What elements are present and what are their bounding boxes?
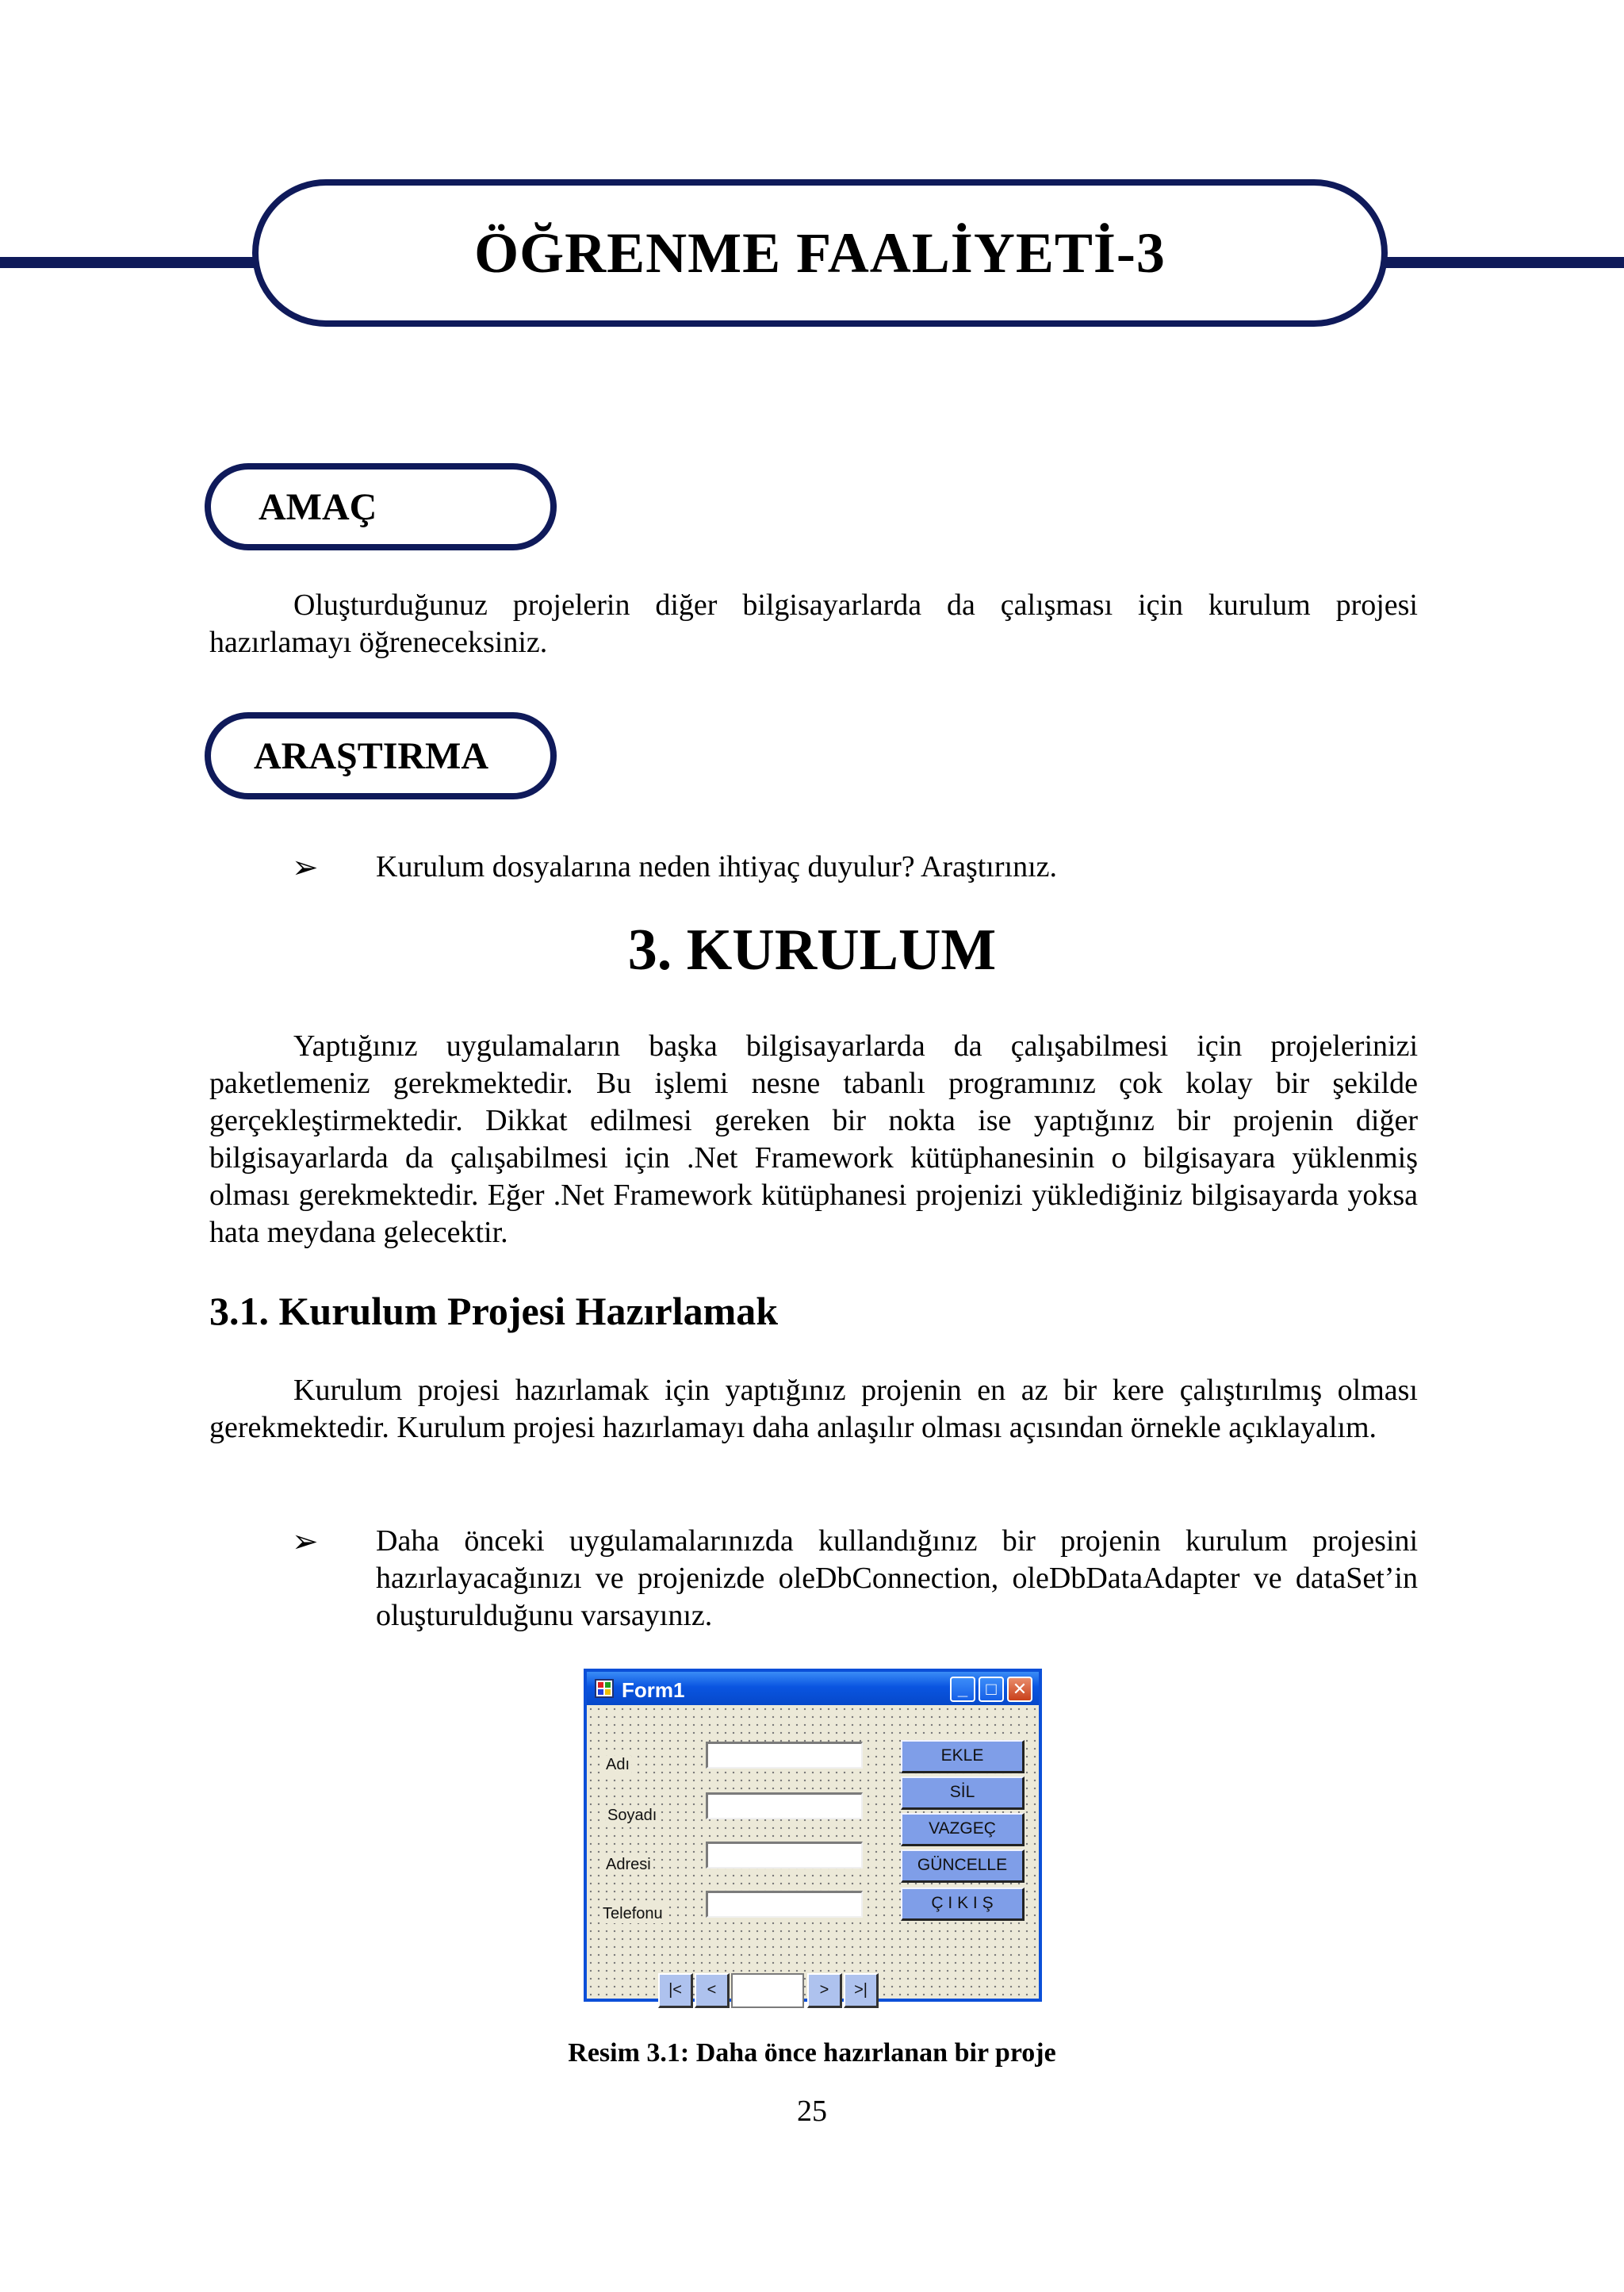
section-paragraph bbox=[209, 1028, 1418, 1251]
arastirma-heading: ARAŞTIRMA bbox=[254, 734, 489, 777]
subsection-text: Kurulum projesi hazırlamak için yaptığınız projenin en az bir kere çalıştırılmış olması gerekmektedir. Kurulum projesi hazırlamayı daha anlaşılır olması açısından örnekle açıklayalım. bbox=[209, 1374, 1418, 1444]
nav-last-button[interactable]: >| bbox=[844, 1973, 879, 2008]
label-soyadi: Soyadı bbox=[607, 1807, 657, 1824]
amac-text: Oluşturduğunuz projelerin diğer bilgisayarlarda da çalışması için kurulum projesi hazırlamayı öğreneceksiniz. bbox=[209, 588, 1418, 659]
label-adresi: Adresi bbox=[606, 1856, 651, 1873]
label-adi: Adı bbox=[606, 1756, 630, 1773]
nav-position-box[interactable] bbox=[731, 1973, 804, 2008]
section-text: Yaptığınız uygulamaların başka bilgisayarlarda da çalışabilmesi için projelerinizi paketlemeniz gerekmektedir. Bu işlemi nesne tabanlı programınız çok kolay bir şekilde gerçekleştirmektedir. Dikkat edilmesi gereken bir nokta ise yaptığınız bir projenin diğer bilgisayarlarda da çalışabilmesi için .Net Framework kütüphanesinin o bilgisayara yüklenmiş olması gerekmektedir. Eğer .Net Framework kütüphanesi projenizi yüklediğiniz bilgisayarda yoksa hata meydana gelecektir. bbox=[209, 1029, 1418, 1249]
amac-heading: AMAÇ bbox=[259, 485, 377, 528]
arastirma-item: Kurulum dosyalarına neden ihtiyaç duyulur? Araştırınız. bbox=[376, 850, 1057, 883]
form-app-icon bbox=[595, 1679, 614, 1698]
form1-titlebar[interactable] bbox=[587, 1672, 1039, 1705]
adresi-textbox[interactable] bbox=[706, 1842, 863, 1868]
page-title: ÖĞRENME FAALİYETİ-3 bbox=[474, 220, 1166, 285]
page-number: 25 bbox=[797, 2095, 827, 2128]
nav-prev-button[interactable]: < bbox=[695, 1973, 730, 2008]
subsection-title: 3.1. Kurulum Projesi Hazırlamak bbox=[209, 1289, 779, 1333]
ekle-button[interactable]: EKLE bbox=[901, 1740, 1025, 1773]
vazgec-button[interactable]: VAZGEÇ bbox=[901, 1813, 1025, 1846]
banner-frame bbox=[252, 179, 1388, 327]
arrow-bullet-icon: ➢ bbox=[292, 1524, 319, 1559]
nav-next-button[interactable]: > bbox=[807, 1973, 842, 2008]
sil-button[interactable]: SİL bbox=[901, 1776, 1025, 1810]
minimize-button[interactable]: _ bbox=[950, 1677, 975, 1702]
form1-client-area bbox=[587, 1705, 1039, 1999]
close-button[interactable]: ✕ bbox=[1007, 1677, 1032, 1702]
telefonu-textbox[interactable] bbox=[706, 1891, 863, 1918]
figure-caption: Resim 3.1: Daha önce hazırlanan bir proje bbox=[568, 2038, 1056, 2068]
label-telefonu: Telefonu bbox=[603, 1905, 663, 1922]
amac-paragraph bbox=[209, 587, 1418, 661]
adi-textbox[interactable] bbox=[706, 1742, 863, 1769]
section-title: 3. KURULUM bbox=[627, 918, 997, 983]
guncelle-button[interactable]: GÜNCELLE bbox=[901, 1849, 1025, 1883]
amac-pill bbox=[205, 463, 557, 550]
subsection-paragraph bbox=[209, 1372, 1418, 1447]
maximize-button[interactable]: □ bbox=[979, 1677, 1004, 1702]
subsection-bullet: Daha önceki uygulamalarınızda kullandığınız bir projenin kurulum projesini hazırlayacağınızı ve projenizde oleDbConnection, oleDbDataAdapter ve dataSet’in oluşturulduğunu varsayınız. bbox=[376, 1524, 1418, 1632]
form1-title: Form1 bbox=[622, 1678, 685, 1702]
soyadi-textbox[interactable] bbox=[706, 1792, 863, 1819]
cikis-button[interactable]: Ç I K I Ş bbox=[901, 1888, 1025, 1921]
form1-window bbox=[584, 1669, 1042, 2002]
nav-first-button[interactable]: |< bbox=[658, 1973, 693, 2008]
arrow-bullet-icon: ➢ bbox=[292, 849, 319, 885]
arastirma-pill bbox=[205, 712, 557, 799]
